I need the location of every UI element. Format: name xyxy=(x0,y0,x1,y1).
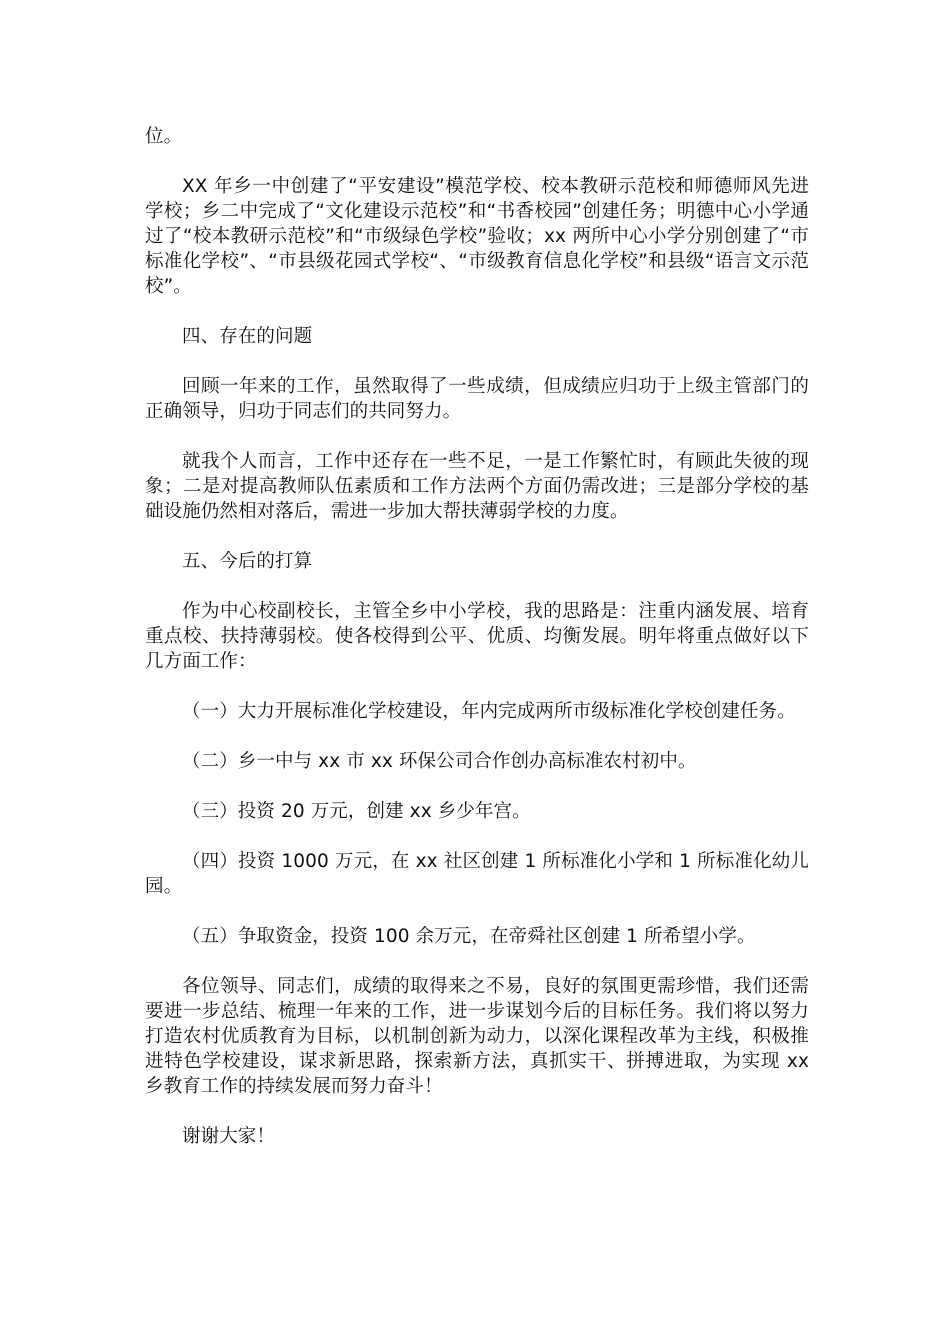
section-heading-plans: 五、今后的打算 xyxy=(182,551,313,572)
plan-item-2: （二）乡一中与 xx 市 xx 环保公司合作创办高标准农村初中。 xyxy=(182,751,697,772)
plan-item-1: （一）大力开展标准化学校建设，年内完成两所市级标准化学校创建任务。 xyxy=(182,701,796,722)
document-body xyxy=(145,124,809,1174)
paragraph-closing: 各位领导、同志们，成绩的取得来之不易，良好的氛围更需珍惜，我们还需要进一步总结、梳理一年来的工作，进一步谋划今后的目标任务。我们将以努力打造农村优质教育为目标，以机制创新为动力，以深化课程改革为主线，积极推进特色学校建设，谋求新思路，探索新方法，真抓实干、拼搏进取，为实现 xx 乡教育工作的持续发展而努力奋斗！ xyxy=(145,976,809,1097)
section-heading-problems: 四、存在的问题 xyxy=(182,326,313,347)
paragraph-continuation: 位。 xyxy=(145,126,183,147)
paragraph-review: 回顾一年来的工作，虽然取得了一些成绩，但成绩应归功于上级主管部门的正确领导，归功于同志们的共同努力。 xyxy=(145,376,809,422)
paragraph-achievements: XX 年乡一中创建了“平安建设”模范学校、校本教研示范校和师德师风先进学校；乡二中完成了“文化建设示范校”和“书香校园”创建任务；明德中心小学通过了“校本教研示范校”和“市级绿色学校”验收；xx 两所中心小学分别创建了“市标准化学校”、“市县级花园式学校“、“市级教育信息化学校”和县级“语言文示范校”。 xyxy=(145,176,809,297)
plan-item-4: （四）投资 1000 万元，在 xx 社区创建 1 所标准化小学和 1 所标准化幼儿园。 xyxy=(145,851,809,897)
paragraph-thanks: 谢谢大家！ xyxy=(182,1126,276,1147)
paragraph-shortcomings: 就我个人而言，工作中还存在一些不足，一是工作繁忙时，有顾此失彼的现象；二是对提高教师队伍素质和工作方法两个方面仍需改进；三是部分学校的基础设施仍然相对落后，需进一步加大帮扶薄弱学校的力度。 xyxy=(145,451,809,522)
plan-item-5: （五）争取资金，投资 100 余万元，在帝舜社区创建 1 所希望小学。 xyxy=(182,926,756,947)
plan-item-3: （三）投资 20 万元，创建 xx 乡少年宫。 xyxy=(182,801,531,822)
paragraph-plan-intro: 作为中心校副校长，主管全乡中小学校，我的思路是：注重内涵发展、培育重点校、扶持薄弱校。使各校得到公平、优质、均衡发展。明年将重点做好以下几方面工作： xyxy=(145,601,809,672)
